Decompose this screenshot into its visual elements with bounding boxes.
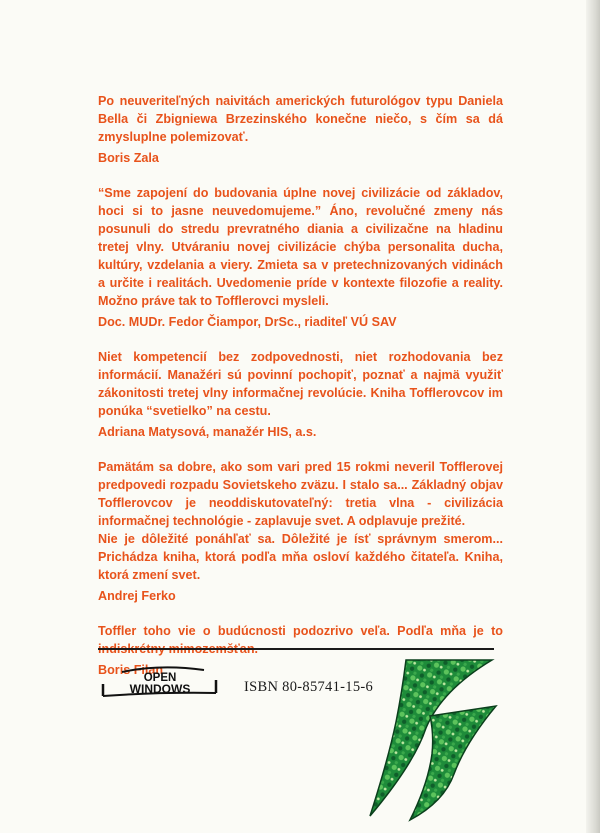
blurb-fedor-ciampor [98,184,503,331]
blurb-text: Po neuveriteľných naivitách amerických futurológov typu Daniela Bella či Zbigniewa Brzezinského konečne niečo, s čím sa dá zmysluplne polemizovať. [98,94,503,144]
blurb-text: Pamätám sa dobre, ako som vari pred 15 rokmi neveril Tofflerovej predpovedi rozpadu Sovietskeho zväzu. I stalo sa... Základný objav Tofflerovcov je neoddiskutovateľný: tretia vlna - civilizácia informačnej technológie - zaplavuje svet. A odplavuje prežité. [98,460,503,528]
blurb-adriana-matysova [98,348,503,441]
blurb-author: Adriana Matysová, manažér HIS, a.s. [98,425,317,439]
book-spine-edge [586,0,600,833]
blurb-andrej-ferko [98,458,503,605]
blurb-author: Boris Zala [98,151,159,165]
blurb-text: “Sme zapojení do budovania úplne novej civilizácie od základov, hoci si to jasne neuvedomujeme.” Áno, revolučné zmeny nás posunuli do stredu prevratného diania a civilizačne na hladinu tretej vlny. Utváraniu novej civilizácie chýba personalita ducha, kultúry, vzdelania a viery. Zmieta sa v pretechnizovaných vidinách a určite i realitách. Uvedomenie príde v kontexte filozofie a reality. Možno práve tak to Tofflerovci mysleli. [98,186,503,308]
blurb-text: Toffler toho vie o budúcnosti podozrivo veľa. Podľa mňa je to [98,624,503,638]
blurb-author: Andrej Ferko [98,589,176,603]
blurb-text-continued: Nie je dôležité ponáhľať sa. Dôležité je ísť správnym smerom... Prichádza kniha, ktorá podľa mňa osloví každého čitateľa. Kniha, ktorá zmení svet. [98,532,503,582]
blurb-text: Niet kompetencií bez zodpovednosti, niet rozhodovania bez informácií. Manažéri sú povinní pochopiť, poznať a najmä využiť zákonitosti tretej vlny informačnej revolúcie. Kniha Tofflerovcov im ponúka “svetielko” na cestu. [98,350,503,418]
blurbs-column [98,92,503,696]
logo-line2: WINDOWS [129,682,191,696]
divider-rule [98,648,494,650]
blurb-author: Boris Filan [98,663,164,677]
logo-line1: OPEN [143,672,177,684]
publisher-emblem [366,656,498,823]
blurb-author: Doc. MUDr. Fedor Čiampor, DrSc., riaditeľ VÚ SAV [98,315,397,329]
isbn-code: ISBN 80-85741-15-6 [244,679,374,695]
open-windows-logo [100,660,220,698]
blurb-boris-zala [98,92,503,167]
